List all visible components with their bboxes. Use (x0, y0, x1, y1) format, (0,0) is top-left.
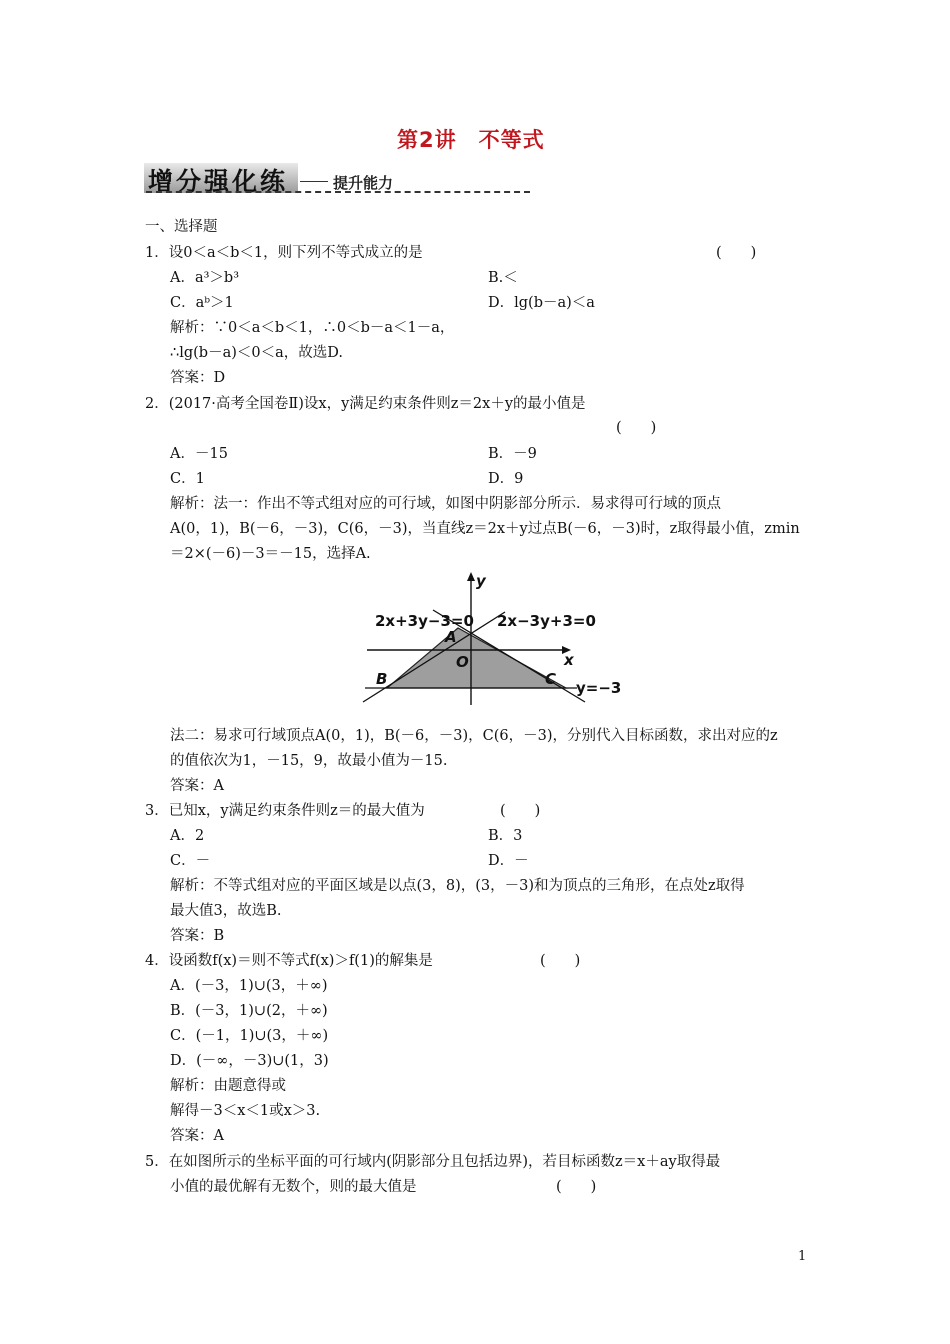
q1-stem: 1．设0＜a＜b＜1，则下列不等式成立的是 (145, 245, 423, 261)
page-number: 1 (798, 1249, 807, 1264)
q2-method1-line2: A(0，1)，B(－6，－3)，C(6，－3)，当直线z＝2x＋y过点B(－6，－3)时，z取得最小值，zmin (170, 521, 800, 537)
label-x-axis: x (564, 651, 574, 669)
y-axis-arrow (467, 572, 475, 581)
q1-option-d: D．lg(b－a)＜a (488, 295, 595, 311)
banner-label: 增分强化练 (148, 167, 289, 196)
q2-method1-line1: 解析：法一：作出不等式组对应的可行域，如图中阴影部分所示．易求得可行域的顶点 (170, 496, 721, 512)
label-point-a: A (445, 628, 457, 646)
q2-option-b: B．－9 (488, 446, 537, 462)
q1-analysis-line2: ∴lg(b－a)＜0＜a，故选D. (170, 345, 343, 361)
q1-answer: 答案：D (170, 370, 226, 386)
q4-option-a: A．(－3，1)∪(3，＋∞) (170, 978, 328, 994)
banner-connector (300, 181, 328, 182)
q2-paren: ( ) (616, 420, 657, 436)
q5-stem-line1: 5．在如图所示的坐标平面的可行域内(阴影部分且包括边界)，若目标函数z＝x＋ay取得最 (145, 1154, 721, 1170)
q4-option-d: D．(－∞，－3)∪(1，3) (170, 1053, 329, 1069)
banner-subtitle: 提升能力 (333, 174, 394, 192)
q1-analysis-line1: 解析：∵0＜a＜b＜1，∴0＜b－a＜1－a， (170, 320, 455, 336)
q3-stem: 3．已知x，y满足约束条件则z＝的最大值为 (145, 803, 425, 819)
label-y-minus-3: y=−3 (576, 679, 622, 697)
q4-paren: ( ) (540, 953, 581, 969)
q3-option-a: A．2 (170, 828, 205, 844)
q2-method1-line3: ＝2×(－6)－3＝－15，选择A. (170, 546, 371, 562)
q2-method2-line2: 的值依次为1，－15，9，故最小值为－15. (170, 753, 448, 769)
q2-method2-line1: 法二：易求可行域顶点A(0，1)，B(－6，－3)，C(6，－3)，分别代入目标函数，求出对应的z (170, 728, 778, 744)
q3-analysis-line1: 解析：不等式组对应的平面区域是以点(3，8)，(3，－3)和为顶点的三角形，在点处z取得 (170, 878, 745, 894)
q4-stem: 4．设函数f(x)＝则不等式f(x)＞f(1)的解集是 (145, 953, 433, 969)
q2-option-c: C．1 (170, 471, 205, 487)
label-point-b: B (376, 670, 388, 688)
feasible-region-figure (355, 570, 625, 712)
q3-option-c: C．－ (170, 853, 211, 869)
q1-option-a: A．a³＞b³ (170, 270, 240, 286)
q2-option-d: D．9 (488, 471, 524, 487)
page-title: 第2讲 不等式 (397, 128, 545, 152)
q4-answer: 答案：A (170, 1128, 224, 1144)
q4-option-b: B．(－3，1)∪(2，＋∞) (170, 1003, 328, 1019)
section-heading: 一、选择题 (145, 219, 218, 235)
label-2x-minus-3y: 2x−3y+3=0 (497, 612, 596, 630)
q4-option-c: C．(－1，1)∪(3，＋∞) (170, 1028, 329, 1044)
q3-analysis-line2: 最大值3，故选B. (170, 903, 282, 919)
q1-option-b: B.＜ (488, 270, 518, 286)
q1-paren: ( ) (716, 245, 757, 261)
label-origin: O (456, 653, 469, 671)
q3-option-d: D．－ (488, 853, 529, 869)
label-point-c: C (545, 670, 557, 688)
q4-analysis-line1: 解析：由题意得或 (170, 1078, 286, 1094)
label-2x-plus-3y: 2x+3y−3=0 (375, 612, 474, 630)
q2-answer: 答案：A (170, 778, 224, 794)
q2-stem: 2．(2017·高考全国卷Ⅱ)设x，y满足约束条件则z＝2x＋y的最小值是 (145, 396, 586, 412)
q5-stem-line2: 小值的最优解有无数个，则的最大值是 (170, 1179, 417, 1195)
q3-answer: 答案：B (170, 928, 225, 944)
q3-option-b: B．3 (488, 828, 523, 844)
q2-option-a: A．－15 (170, 446, 228, 462)
q3-paren: ( ) (500, 803, 541, 819)
q4-analysis-line2: 解得－3＜x＜1或x＞3. (170, 1103, 321, 1119)
label-y-axis: y (476, 572, 486, 590)
q1-option-c: C．aᵇ＞1 (170, 295, 234, 311)
q5-paren: ( ) (556, 1179, 597, 1195)
banner-divider (146, 191, 530, 193)
